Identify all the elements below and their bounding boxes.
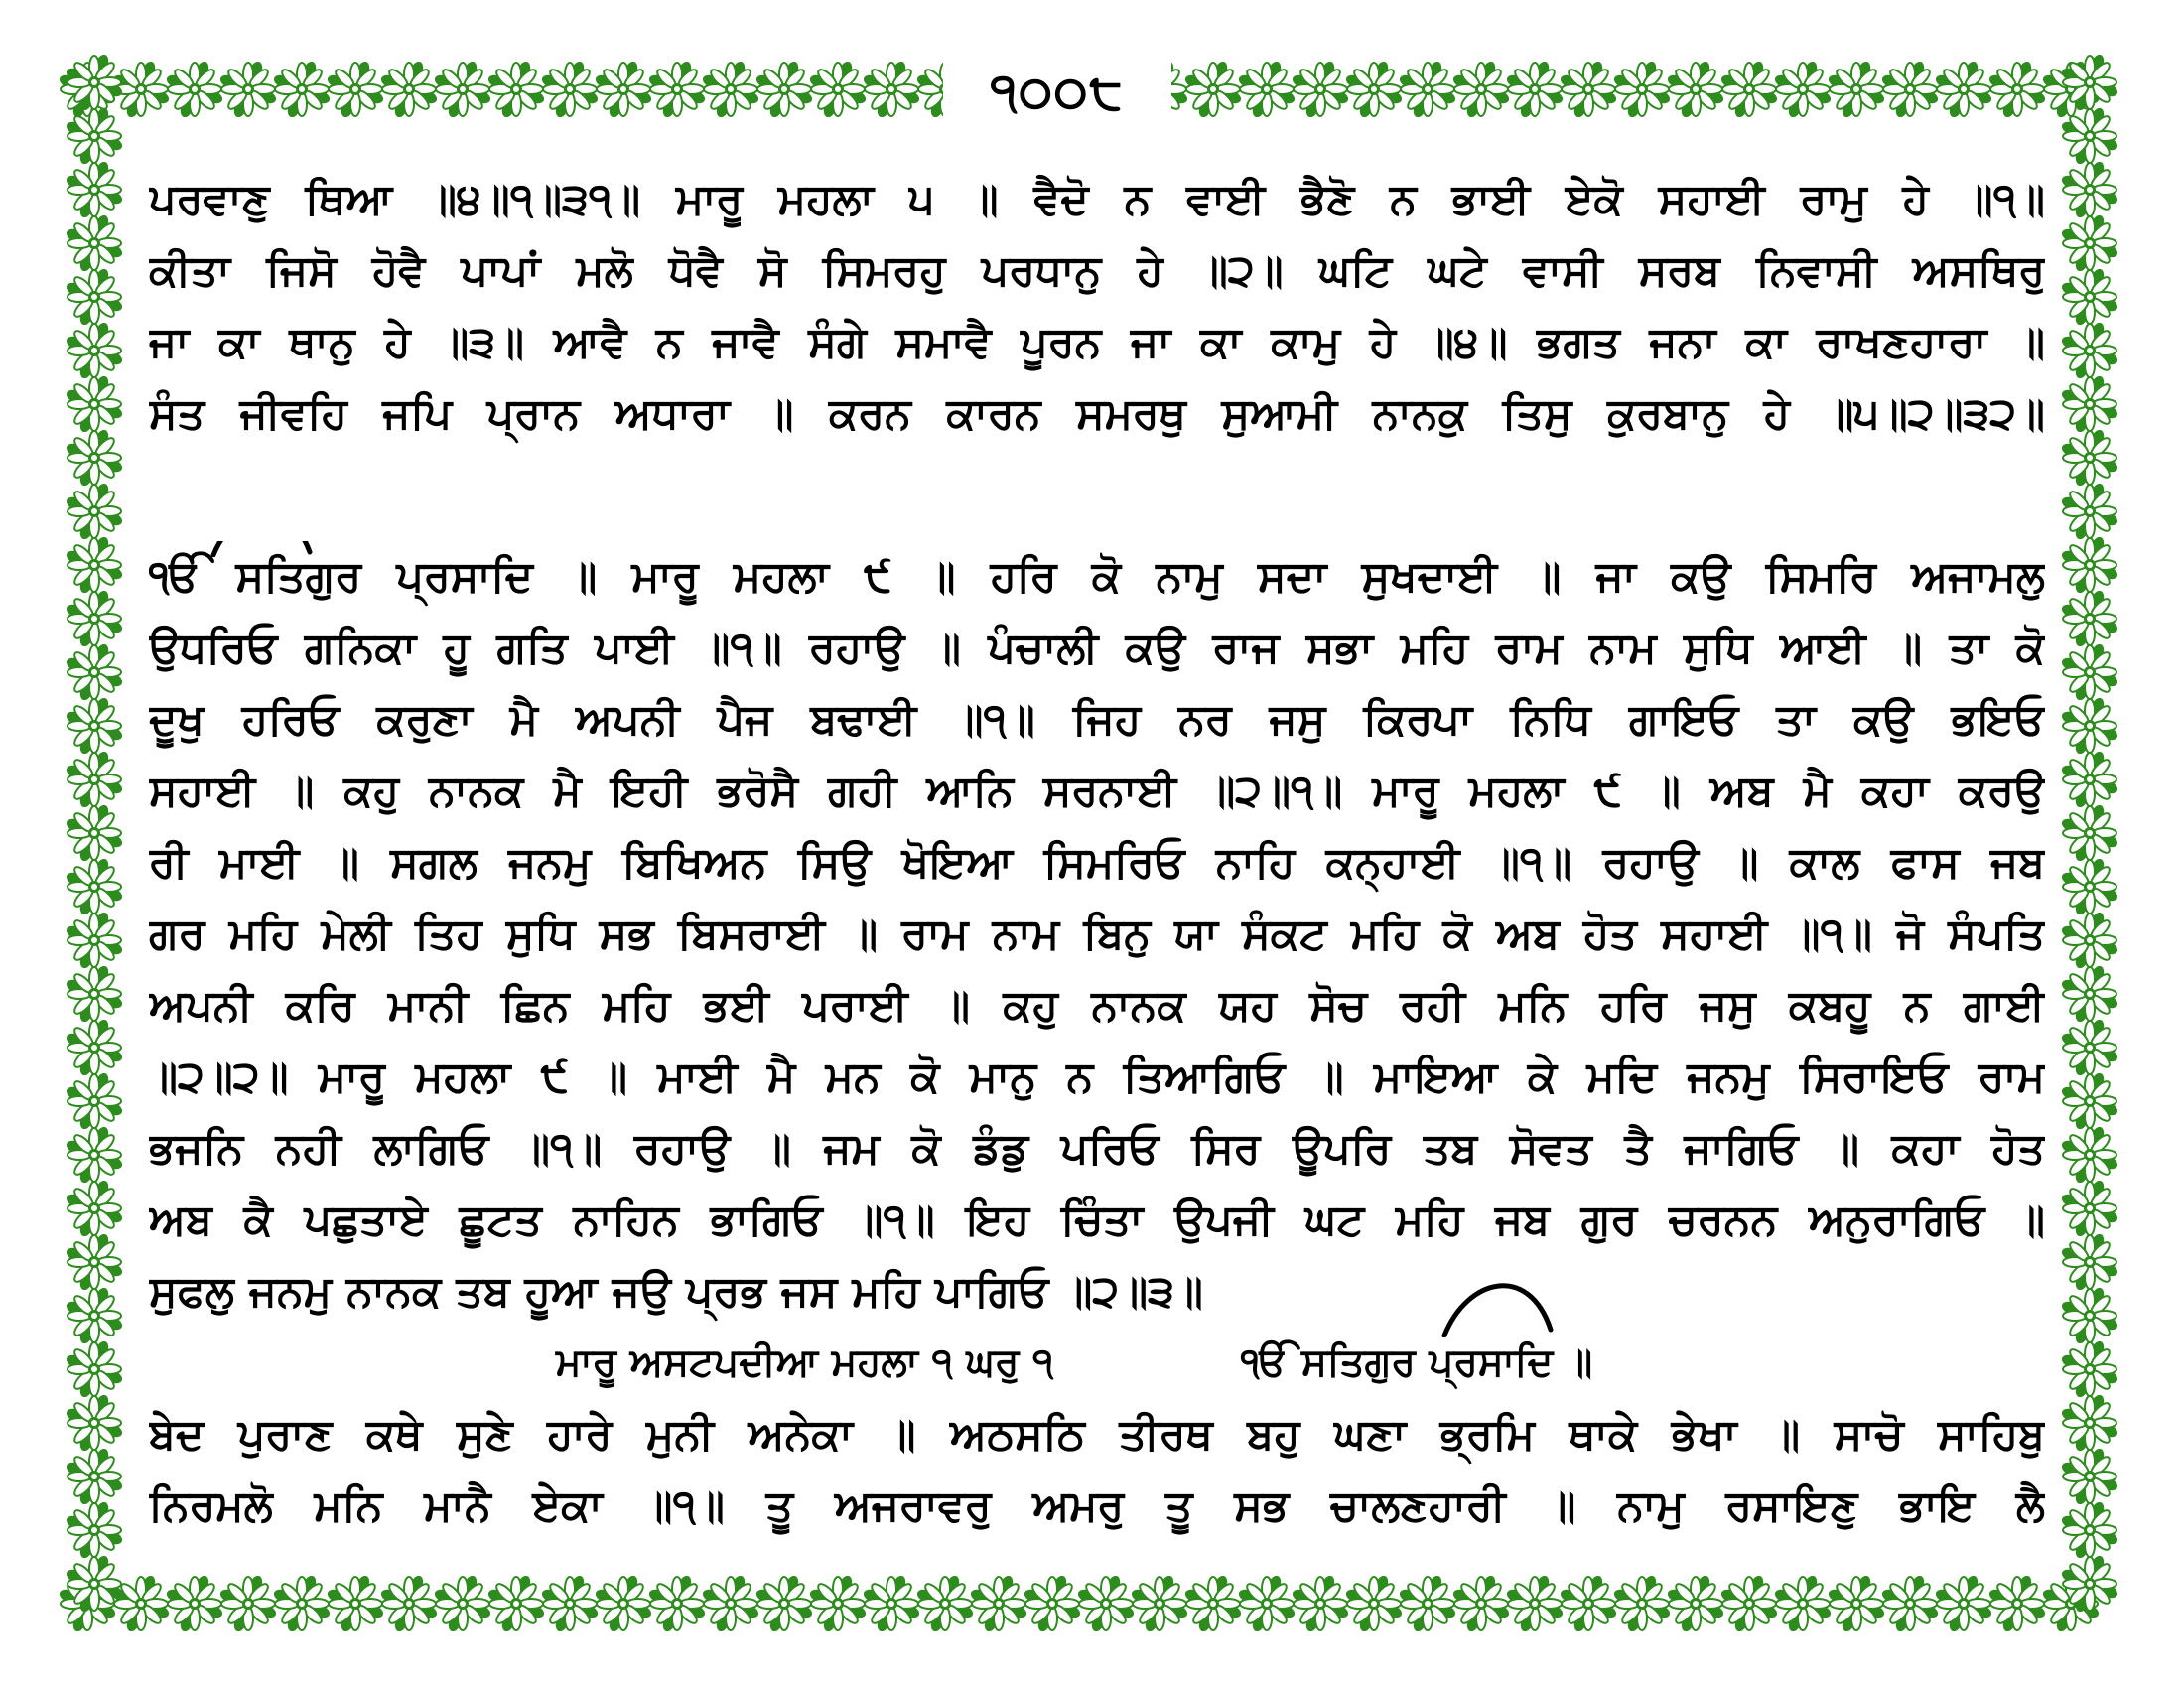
flower-icon — [971, 1576, 1026, 1631]
flower-icon — [2062, 1502, 2117, 1558]
flower-icon — [2062, 859, 2117, 914]
flower-icon — [2062, 1020, 2117, 1075]
flower-icon — [1185, 62, 1241, 117]
flower-icon — [1293, 1576, 1348, 1631]
text-line: ਦੂਖੁ ਹਰਿਓ ਕਰੁਣਾ ਮੈ ਅਪਨੀ ਪੈਜ ਬਢਾਈ ॥੧॥ ਜਿਹ ਨਰ ਜਸੁ ਕਿਰਪਾ ਨਿਧਿ ਗਾਇਓ ਤਾ ਕਉ ਭਇਓ — [149, 695, 2045, 745]
flower-icon — [1775, 1576, 1831, 1631]
flower-icon — [67, 698, 122, 754]
flower-icon — [2062, 162, 2117, 217]
flower-icon — [1400, 1576, 1455, 1631]
flower-icon — [67, 913, 122, 968]
text-line: ਪਰਵਾਣੁ ਥਿਆ ॥੪॥੧॥੩੧॥ ਮਾਰੂ ਮਹਲਾ ੫ ॥ ਵੈਦੋ ਨ ਵਾਈ ਭੈਣੋ ਨ ਭਾਈ ਏਕੋ ਸਹਾਈ ਰਾਮੁ ਹੇ ॥੧॥ — [149, 175, 2045, 224]
flower-icon — [67, 1073, 122, 1129]
flower-icon — [1936, 1576, 1991, 1631]
flower-icon — [167, 62, 222, 117]
text-line: ॥੨॥੨॥ ਮਾਰੂ ਮਹਲਾ ੯ ॥ ਮਾਈ ਮੈ ਮਨ ਕੋ ਮਾਨੁ ਨ ਤਿਆਗਿਓ ॥ ਮਾਇਆ ਕੇ ਮਦਿ ਜਨਮੁ ਸਿਰਾਇਓ ਰਾਮ — [149, 1053, 2045, 1102]
flower-icon — [2062, 537, 2117, 593]
text-line: ਗਰ ਮਹਿ ਮੇਲੀ ਤਿਹ ਸੁਧਿ ਸਭ ਬਿਸਰਾਈ ॥ ਰਾਮ ਨਾਮ ਬਿਨੁ ਯਾ ਸੰਕਟ ਮਹਿ ਕੋ ਅਬ ਹੋਤ ਸਹਾਈ ॥੧॥ ਜੋ ਸੰਪਤਿ — [149, 910, 2045, 959]
text-line — [149, 541, 2045, 613]
flower-icon — [864, 62, 919, 117]
flower-icon — [1346, 1576, 1402, 1631]
flower-icon — [274, 1576, 330, 1631]
flower-icon — [2062, 215, 2117, 271]
flower-icon — [1561, 1576, 1616, 1631]
flower-icon — [810, 62, 866, 117]
flower-icon — [1614, 1576, 1670, 1631]
flower-icon — [2062, 1395, 2117, 1451]
floral-border-bottom — [60, 1569, 2124, 1638]
flower-icon — [67, 591, 122, 646]
flower-icon — [67, 215, 122, 271]
flower-icon — [67, 162, 122, 217]
flower-icon — [67, 1502, 122, 1558]
flower-icon — [1561, 62, 1616, 117]
flower-icon — [2062, 1556, 2117, 1612]
flower-icon — [542, 62, 598, 117]
flower-icon — [67, 55, 122, 110]
flower-icon — [67, 752, 122, 807]
flower-icon — [1078, 1576, 1134, 1631]
text-line: ਸੁਫਲੁ ਜਨਮੁ ਨਾਨਕ ਤਬ ਹੂਆ ਜਉ ਪ੍ਰਭ ਜਸ ਮਹਿ ਪਾਗਿਓ ॥੨॥੩॥ — [149, 1267, 1203, 1317]
flower-icon — [810, 1576, 866, 1631]
flower-icon — [67, 430, 122, 486]
flower-icon — [1239, 62, 1295, 117]
flower-icon — [2062, 269, 2117, 325]
text-line: ਸਹਾਈ ॥ ਕਹੁ ਨਾਨਕ ਮੈ ਇਹੀ ਭਰੋਸੈ ਗਹੀ ਆਨਿ ਸਰਨਾਈ ॥੨॥੧॥ ਮਾਰੂ ਮਹਲਾ ੯ ॥ ਅਬ ਮੈ ਕਹਾ ਕਰਉ — [149, 767, 2045, 816]
text-line: ਉਧਰਿਓ ਗਨਿਕਾ ਹੂ ਗਤਿ ਪਾਈ ॥੧॥ ਰਹਾਉ ॥ ਪੰਚਾਲੀ ਕਉ ਰਾਜ ਸਭਾ ਮਹਿ ਰਾਮ ਨਾਮ ਸੁਧਿ ਆਈ ॥ ਤਾ ਕੋ — [149, 624, 2045, 673]
flower-icon — [67, 966, 122, 1022]
flower-icon — [67, 1395, 122, 1451]
flower-icon — [67, 805, 122, 861]
page-number-box — [943, 52, 1171, 131]
floral-border-left — [60, 55, 129, 1638]
flower-icon — [2062, 55, 2117, 110]
flower-icon — [2062, 591, 2117, 646]
flower-icon — [649, 62, 705, 117]
flower-icon — [2062, 805, 2117, 861]
flower-icon — [596, 62, 651, 117]
flower-icon — [67, 1127, 122, 1183]
flower-icon — [1346, 62, 1402, 117]
flower-icon — [67, 859, 122, 914]
flower-icon — [67, 537, 122, 593]
text-line: ਰੀ ਮਾਈ ॥ ਸਗਲ ਜਨਮੁ ਬਿਖਿਅਨ ਸਿਉ ਖੋਇਆ ਸਿਮਰਿਓ ਨਾਹਿ ਕਨ੍ਹਾਈ ॥੧॥ ਰਹਾਉ ॥ ਕਾਲ ਫਾਸ ਜਬ — [149, 838, 2045, 888]
flower-icon — [864, 1576, 919, 1631]
flower-icon — [1721, 62, 1777, 117]
flower-icon — [756, 1576, 812, 1631]
flower-icon — [1239, 1576, 1295, 1631]
flower-icon — [1185, 1576, 1241, 1631]
flower-icon — [328, 62, 383, 117]
flower-icon — [2062, 1127, 2117, 1183]
flower-icon — [488, 1576, 544, 1631]
flower-icon — [67, 269, 122, 325]
flower-icon — [1989, 62, 2045, 117]
flower-icon — [2062, 323, 2117, 378]
flower-icon — [220, 1576, 276, 1631]
flower-icon — [67, 376, 122, 432]
flower-icon — [2062, 698, 2117, 754]
flower-icon — [1293, 62, 1348, 117]
flower-icon — [67, 1288, 122, 1343]
text-line: ਜਾ ਕਾ ਥਾਨੁ ਹੇ ॥੩॥ ਆਵੈ ਨ ਜਾਵੈ ਸੰਗੇ ਸਮਾਵੈ ਪੂਰਨ ਜਾ ਕਾ ਕਾਮੁ ਹੇ ॥੪॥ ਭਗਤ ਜਨਾ ਕਾ ਰਾਖਣਹਾਰਾ ॥ — [149, 318, 2045, 367]
flower-icon — [1668, 1576, 1723, 1631]
scripture-text — [149, 164, 2045, 1542]
flower-icon — [435, 1576, 490, 1631]
flower-icon — [1775, 62, 1831, 117]
flower-icon — [1829, 62, 1884, 117]
flower-icon — [1882, 62, 1938, 117]
heading-left: ਮਾਰੂ ਅਸਟਪਦੀਆ ਮਹਲਾ ੧ ਘਰੁ ੧ — [556, 1340, 1054, 1385]
ik-onkar-arc-icon — [208, 541, 318, 557]
flower-icon — [67, 484, 122, 539]
flower-icon — [328, 1576, 383, 1631]
flower-icon — [2062, 430, 2117, 486]
text-line-content: ੴ ਸਤਿਗੁਰ ਪ੍ਰਸਾਦਿ ॥ ਮਾਰੂ ਮਹਲਾ ੯ ॥ ਹਰਿ ਕੋ ਨਾਮੁ ਸਦਾ ਸੁਖਦਾਈ ॥ ਜਾ ਕਉ ਸਿਮਰਿ ਅਜਾਮਲੁ — [149, 552, 2045, 602]
flower-icon — [274, 62, 330, 117]
flower-icon — [1668, 62, 1723, 117]
flower-icon — [649, 1576, 705, 1631]
flower-icon — [1453, 1576, 1509, 1631]
flower-icon — [917, 1576, 973, 1631]
flower-icon — [67, 1556, 122, 1612]
flower-icon — [2062, 1234, 2117, 1290]
text-line: ਨਿਰਮਲੋ ਮਨਿ ਮਾਨੈ ਏਕਾ ॥੧॥ ਤੂ ਅਜਰਾਵਰੁ ਅਮਰੁ ਤੂ ਸਭ ਚਾਲਣਹਾਰੀ ॥ ਨਾਮੁ ਰਸਾਇਣੁ ਭਾਇ ਲੈ — [149, 1481, 2045, 1531]
flower-icon — [381, 1576, 437, 1631]
flower-icon — [1989, 1576, 2045, 1631]
flower-icon — [1936, 62, 1991, 117]
flower-icon — [67, 1181, 122, 1236]
text-line: ਅਪਨੀ ਕਰਿ ਮਾਨੀ ਛਿਨ ਮਹਿ ਭਈ ਪਰਾਈ ॥ ਕਹੁ ਨਾਨਕ ਯਹ ਸੋਚ ਰਹੀ ਮਨਿ ਹਰਿ ਜਸੁ ਕਬਹੂ ਨ ਗਾਈ — [149, 981, 2045, 1031]
flower-icon — [2062, 752, 2117, 807]
flower-icon — [1882, 1576, 1938, 1631]
flower-icon — [67, 323, 122, 378]
flower-icon — [1507, 62, 1563, 117]
flower-icon — [542, 1576, 598, 1631]
heading-right: ੴ ਸਤਿਗੁਰ ਪ੍ਰਸਾਦਿ ॥ — [1241, 1340, 1593, 1385]
text-line: ਕੀਤਾ ਜਿਸੋ ਹੋਵੈ ਪਾਪਾਂ ਮਲੋ ਧੋਵੈ ਸੋ ਸਿਮਰਹੁ ਪਰਧਾਨੁ ਹੇ ॥੨॥ ਘਟਿ ਘਟੇ ਵਾਸੀ ਸਰਬ ਨਿਵਾਸੀ ਅਸਥਿਰੁ — [149, 246, 2045, 296]
text-line: ਸੰਤ ਜੀਵਹਿ ਜਪਿ ਪ੍ਰਾਨ ਅਧਾਰਾ ॥ ਕਰਨ ਕਾਰਨ ਸਮਰਥੁ ਸੁਆਮੀ ਨਾਨਕੁ ਤਿਸੁ ਕੁਰਬਾਨੁ ਹੇ ॥੫॥੨॥੩੨॥ — [149, 389, 2045, 439]
flower-icon — [596, 1576, 651, 1631]
flower-icon — [2062, 913, 2117, 968]
flower-icon — [381, 62, 437, 117]
flower-icon — [67, 1234, 122, 1290]
flower-icon — [67, 644, 122, 700]
flower-icon — [2062, 108, 2117, 164]
flower-icon — [435, 62, 490, 117]
flower-icon — [488, 62, 544, 117]
text-line: ਬੇਦ ਪੁਰਾਣ ਕਥੇ ਸੁਣੇ ਹਾਰੇ ਮੁਨੀ ਅਨੇਕਾ ॥ ਅਠਸਠਿ ਤੀਰਥ ਬਹੁ ਘਣਾ ਭ੍ਰਮਿ ਥਾਕੇ ਭੇਖਾ ॥ ਸਾਚੋ ਸਾਹਿਬੁ — [149, 1410, 2045, 1460]
flower-icon — [703, 62, 758, 117]
section-heading — [149, 1328, 2045, 1399]
flower-icon — [2062, 1288, 2117, 1343]
flower-icon — [2062, 966, 2117, 1022]
flower-icon — [1829, 1576, 1884, 1631]
text-line: ਭਜਨਿ ਨਹੀ ਲਾਗਿਓ ॥੧॥ ਰਹਾਉ ॥ ਜਮ ਕੋ ਡੰਡੁ ਪਰਿਓ ਸਿਰ ਊਪਰਿ ਤਬ ਸੋਵਤ ਤੈ ਜਾਗਿਓ ॥ ਕਹਾ ਹੋਤ — [149, 1124, 2045, 1174]
flower-icon — [2062, 1449, 2117, 1504]
flower-icon — [756, 62, 812, 117]
flower-icon — [167, 1576, 222, 1631]
flower-icon — [1024, 1576, 1080, 1631]
text-line: ਅਬ ਕੈ ਪਛੁਤਾਏ ਛੂਟਤ ਨਾਹਿਨ ਭਾਗਿਓ ॥੧॥ ਇਹ ਚਿੰਤਾ ਉਪਜੀ ਘਟ ਮਹਿ ਜਬ ਗੁਰ ਚਰਨਨ ਅਨੁਰਾਗਿਓ ॥ — [149, 1196, 2045, 1245]
flower-icon — [67, 108, 122, 164]
section-gap — [149, 450, 2045, 541]
flower-icon — [1400, 62, 1455, 117]
page-number: ੧੦੦੮ — [990, 62, 1125, 120]
flower-icon — [2062, 1341, 2117, 1397]
flower-icon — [67, 1020, 122, 1075]
flower-icon — [1132, 1576, 1187, 1631]
flower-icon — [1614, 62, 1670, 117]
flower-icon — [2062, 1181, 2117, 1236]
flower-icon — [2062, 644, 2117, 700]
flower-icon — [2062, 376, 2117, 432]
flower-icon — [1507, 1576, 1563, 1631]
flower-icon — [67, 1341, 122, 1397]
flower-icon — [67, 1449, 122, 1504]
flower-icon — [220, 62, 276, 117]
flower-icon — [703, 1576, 758, 1631]
flower-icon — [2062, 484, 2117, 539]
flower-icon — [1721, 1576, 1777, 1631]
flower-icon — [1453, 62, 1509, 117]
floral-border-right — [2055, 55, 2124, 1638]
flower-icon — [2062, 1073, 2117, 1129]
